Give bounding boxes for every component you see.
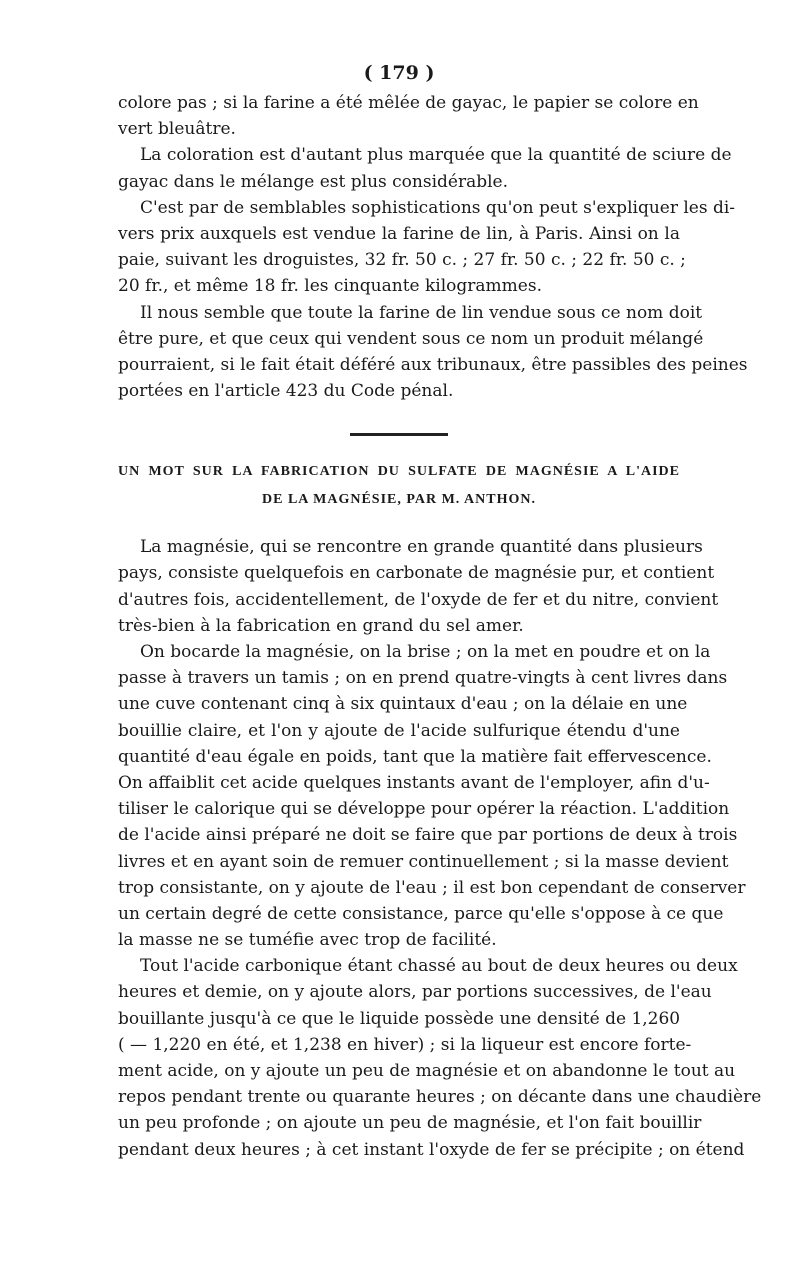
paragraph-magnesia-intro <box>118 534 719 639</box>
text-line: passe à travers un tamis ; on en prend quatre-vingts à cent livres dans <box>118 668 728 689</box>
text-line: vert bleuâtre. <box>118 119 236 140</box>
paragraph-guaiac-test <box>118 90 699 142</box>
text-line: quantité d'eau égale en poids, tant que la matière fait effervescence. <box>118 746 712 767</box>
text-line: un peu profonde ; on ajoute un peu de magnésie, et l'on fait bouillir <box>118 1113 702 1134</box>
article-title-line-2: DE LA MAGNÉSIE, PAR M. ANTHON. <box>262 492 536 508</box>
text-line: repos pendant trente ou quarante heures ; on décante dans une chaudière <box>118 1087 762 1108</box>
text-line: Tout l'acide carbonique étant chassé au bout de deux heures ou deux <box>140 956 738 977</box>
text-line: colore pas ; si la farine a été mêlée de gayac, le papier se colore en <box>118 93 699 113</box>
text-line: très-bien à la fabrication en grand du sel amer. <box>118 615 524 636</box>
top-section <box>118 90 748 404</box>
text-line: vers prix auxquels est vendue la farine de lin, à Paris. Ainsi on la <box>118 223 680 244</box>
text-line: ( — 1,220 en été, et 1,238 en hiver) ; si la liqueur est encore forte- <box>118 1034 692 1055</box>
text-line: bouillante jusqu'à ce que le liquide possède une densité de 1,260 <box>118 1008 681 1029</box>
text-line: un certain degré de cette consistance, parce qu'elle s'oppose à ce que <box>118 903 724 924</box>
text-line: être pure, et que ceux qui vendent sous ce nom un produit mélangé <box>118 328 704 349</box>
text-line: de l'acide ainsi préparé ne doit se faire que par portions de deux à trois <box>118 825 738 846</box>
text-line: La coloration est d'autant plus marquée que la quantité de sciure de <box>140 145 732 166</box>
text-line: pendant deux heures ; à cet instant l'oxyde de fer se précipite ; on étend <box>118 1139 745 1160</box>
text-line: C'est par de semblables sophistications qu'on peut s'expliquer les di- <box>140 197 736 218</box>
text-line: la masse ne se tuméfie avec trop de facilité. <box>118 930 497 951</box>
text-line: paie, suivant les droguistes, 32 fr. 50 c. ; 27 fr. 50 c. ; 22 fr. 50 c. ; <box>118 250 686 271</box>
paragraph-process <box>118 639 746 953</box>
text-line: livres et en ayant soin de remuer continuellement ; si la masse devient <box>118 851 729 872</box>
text-line: heures et demie, on y ajoute alors, par portions successives, de l'eau <box>118 982 712 1003</box>
paragraph-coloration <box>118 142 732 194</box>
text-line: trop consistante, on y ajoute de l'eau ; il est bon cependant de conserver <box>118 877 746 898</box>
article-heading <box>118 458 680 514</box>
text-line: gayac dans le mélange est plus considérable. <box>118 171 508 192</box>
article-body <box>118 534 762 1163</box>
text-line: pays, consiste quelquefois en carbonate de magnésie pur, et contient <box>118 563 715 584</box>
text-line: On bocarde la magnésie, on la brise ; on la met en poudre et on la <box>140 642 711 662</box>
section-divider <box>350 433 448 436</box>
paragraph-prices <box>118 195 736 300</box>
article-title-line-1: UN MOT SUR LA FABRICATION DU SULFATE DE MAGNÉSIE A L'AIDE <box>118 464 680 480</box>
text-line: pourraient, si le fait était déféré aux tribunaux, être passibles des peines <box>118 354 748 375</box>
text-line: bouillie claire, et l'on y ajoute de l'acide sulfurique étendu d'une <box>118 720 680 741</box>
text-line: d'autres fois, accidentellement, de l'oxyde de fer et du nitre, convient <box>118 589 719 610</box>
text-line: portées en l'article 423 du Code pénal. <box>118 381 454 402</box>
paragraph-carbonic-acid <box>118 953 762 1163</box>
text-line: Il nous semble que toute la farine de lin vendue sous ce nom doit <box>140 302 703 323</box>
spacer <box>118 514 680 534</box>
text-line: une cuve contenant cinq à six quintaux d'eau ; on la délaie en une <box>118 694 688 715</box>
book-page <box>118 60 762 1163</box>
text-line: 20 fr., et même 18 fr. les cinquante kilogrammes. <box>118 276 542 297</box>
text-line: On affaiblit cet acide quelques instants avant de l'employer, afin d'u- <box>118 772 710 793</box>
page-number: ( 179 ) <box>363 62 435 84</box>
text-line: ment acide, on y ajoute un peu de magnésie et on abandonne le tout au <box>118 1061 736 1081</box>
text-line: La magnésie, qui se rencontre en grande quantité dans plusieurs <box>140 537 703 558</box>
paragraph-penal-code <box>118 300 748 405</box>
text-line: tiliser le calorique qui se développe pour opérer la réaction. L'addition <box>118 799 730 820</box>
